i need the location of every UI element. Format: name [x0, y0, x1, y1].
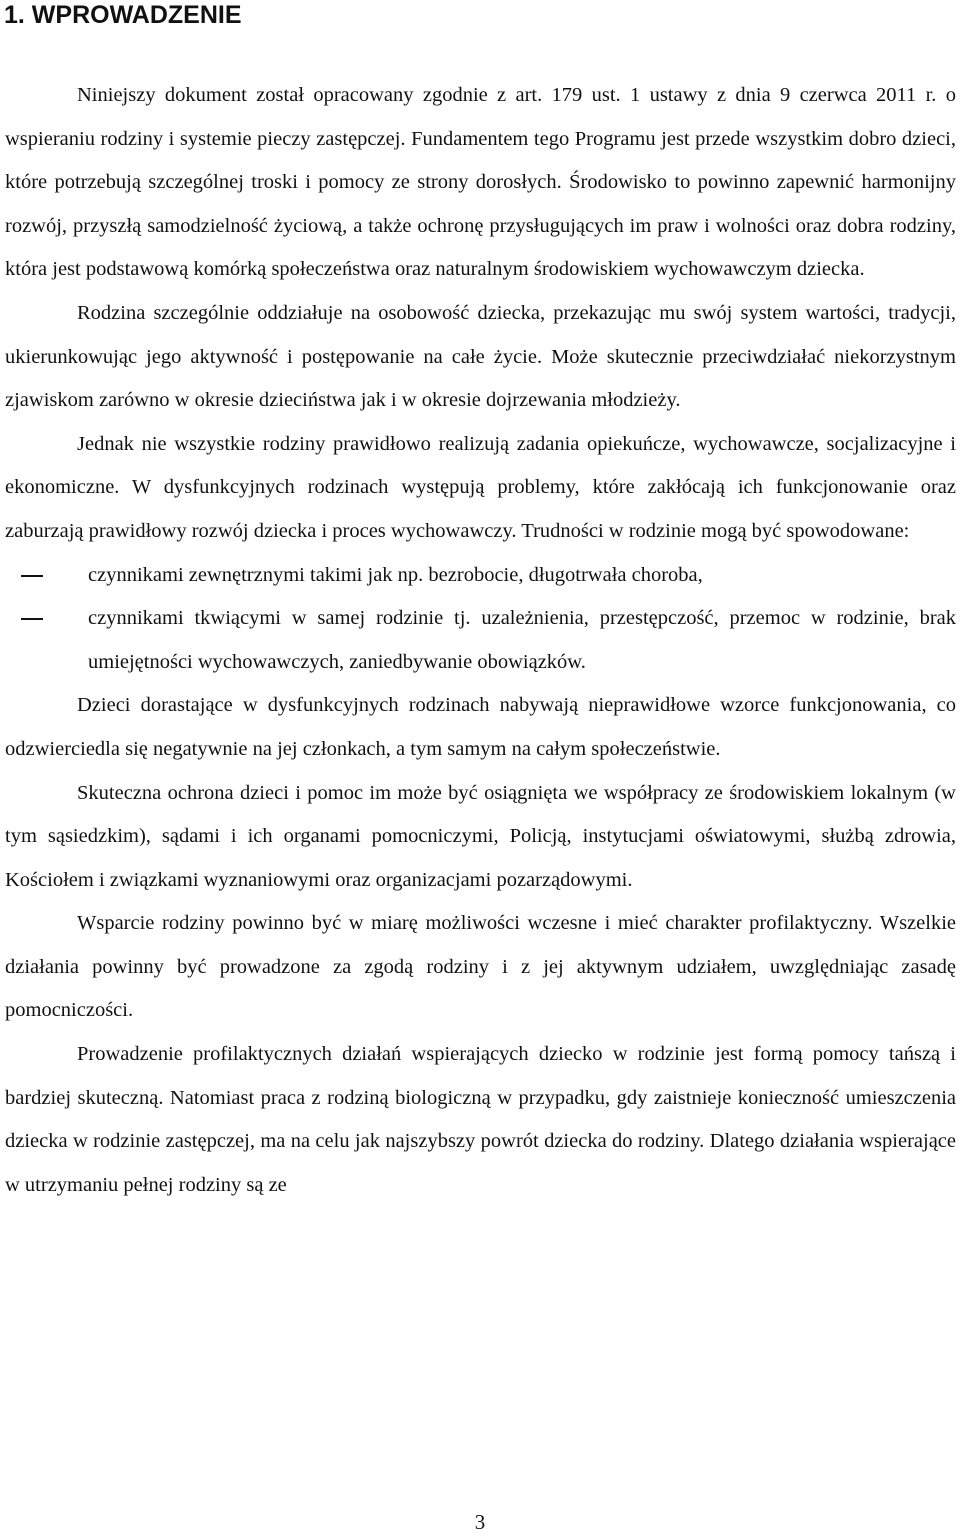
- section-heading: 1. WPROWADZENIE: [4, 1, 242, 29]
- dash-bullet-icon: [21, 618, 43, 620]
- paragraph-prevention: Prowadzenie profilaktycznych działań wspierających dziecko w rodzinie jest formą pomocy tańszą i bardziej skuteczną. Natomiast praca z rodziną biologiczną w przypadku, gdy zaistnieje konieczność umieszczenia dziecka w rodzinie zastępczej, ma na celu jak najszybszy powrót dziecka do rodziny. Dlatego działania wspierające w utrzymaniu pełnej rodziny są ze: [5, 1043, 956, 1196]
- paragraph-cooperation: Skuteczna ochrona dzieci i pomoc im może być osiągnięta we współpracy ze środowiskiem lokalnym (w tym sąsiedzkim), sądami i ich organami pomocniczymi, Policją, instytucjami oświatowymi, służbą zdrowia, Kościołem i związkami wyznaniowymi oraz organizacjami pozarządowymi.: [5, 781, 956, 891]
- dash-bullet-icon: [21, 575, 43, 577]
- paragraph-dysfunction: Jednak nie wszystkie rodziny prawidłowo realizują zadania opiekuńcze, wychowawcze, socjalizacyjne i ekonomiczne. W dysfunkcyjnych rodzinach występują problemy, które zakłócają ich funkcjonowanie oraz zaburzają prawidłowy rozwój dziecka i proces wychowawczy. Trudności w rodzinie mogą być spowodowane:: [5, 432, 956, 542]
- list-item-text: czynnikami zewnętrznymi takimi jak np. bezrobocie, długotrwała choroba,: [88, 563, 703, 586]
- paragraph-consequences: Dzieci dorastające w dysfunkcyjnych rodzinach nabywają nieprawidłowe wzorce funkcjonowania, co odzwierciedla się negatywnie na jej członkach, a tym samym na całym społeczeństwie.: [5, 694, 956, 760]
- list-item-text: czynnikami tkwiącymi w samej rodzinie tj. uzależnienia, przestępczość, przemoc w rodzinie, brak umiejętności wychowawczych, zaniedbywanie obowiązków.: [88, 607, 956, 673]
- list-item: [5, 597, 956, 684]
- paragraph-support: Wsparcie rodziny powinno być w miarę możliwości wczesne i mieć charakter profilaktyczny. Wszelkie działania powinny być prowadzone za zgodą rodziny i z jej aktywnym udziałem, uwzględniając zasadę pomocniczości.: [5, 912, 956, 1022]
- list-item: [5, 554, 956, 598]
- causes-list: [5, 554, 956, 685]
- document-body: [5, 74, 956, 1207]
- page-number: 3: [474, 1510, 486, 1534]
- paragraph-intro: Niniejszy dokument został opracowany zgodnie z art. 179 ust. 1 ustawy z dnia 9 czerwca 2011 r. o wspieraniu rodziny i systemie pieczy zastępczej. Fundamentem tego Programu jest przede wszystkim dobro dzieci, które potrzebują szczególnej troski i pomocy ze strony dorosłych. Środowisko to powinno zapewnić harmonijny rozwój, przyszłą samodzielność życiową, a także ochronę przysługujących im praw i wolności oraz dobra rodziny, która jest podstawową komórką społeczeństwa oraz naturalnym środowiskiem wychowawczym dziecka.: [5, 84, 956, 281]
- paragraph-family-influence: Rodzina szczególnie oddziałuje na osobowość dziecka, przekazując mu swój system wartości, tradycji, ukierunkowując jego aktywność i postępowanie na całe życie. Może skutecznie przeciwdziałać niekorzystnym zjawiskom zarówno w okresie dzieciństwa jak i w okresie dojrzewania młodzieży.: [5, 301, 956, 412]
